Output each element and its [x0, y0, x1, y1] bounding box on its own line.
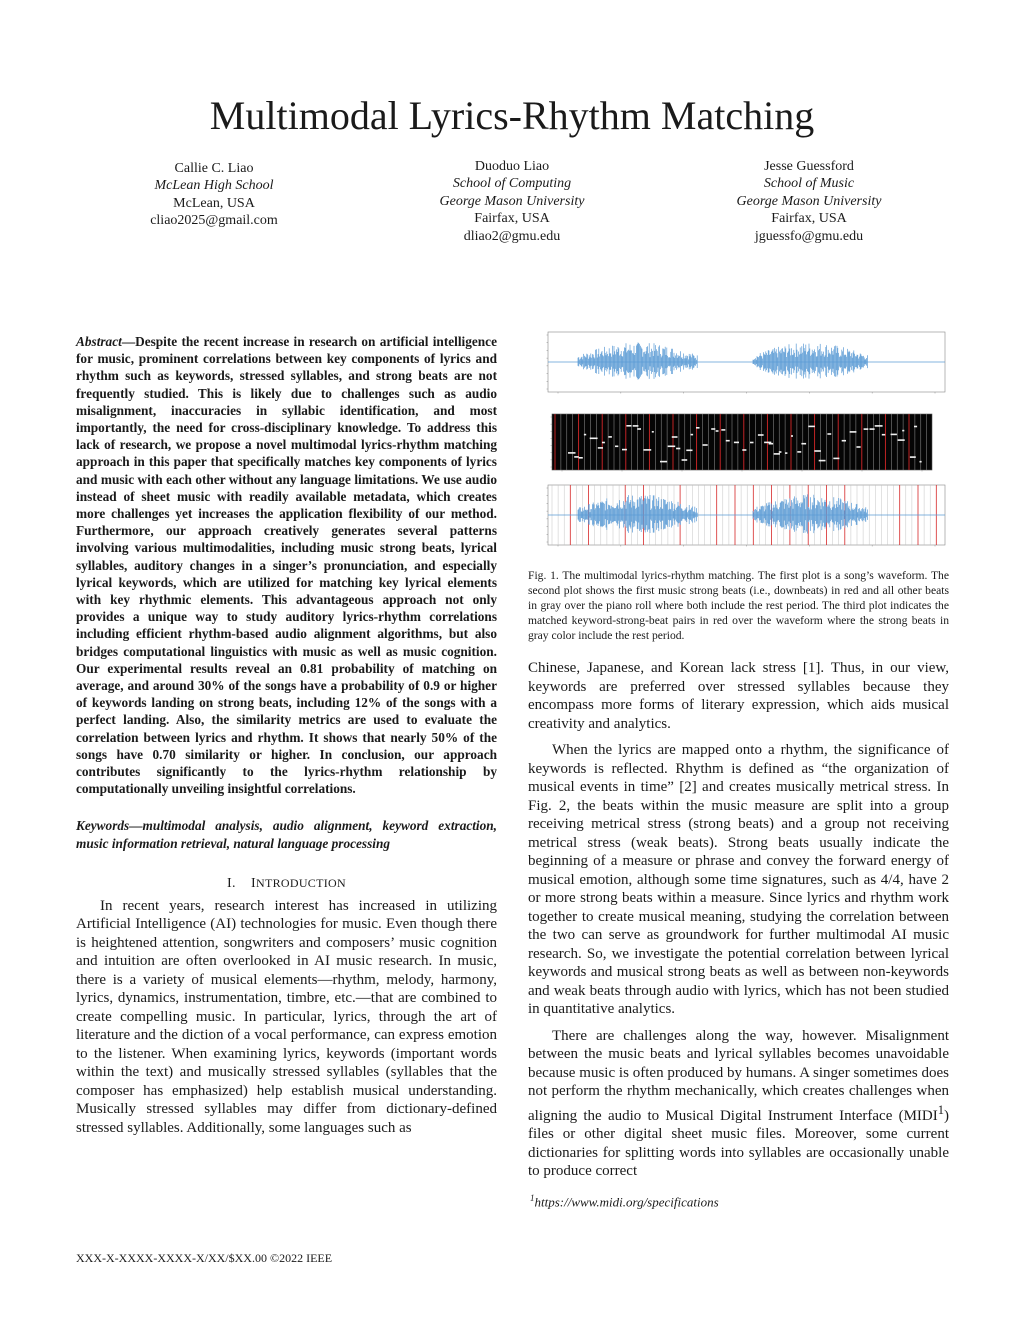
right-column: [528, 330, 949, 1210]
author-name: Duoduo Liao: [474, 159, 550, 174]
author-location: Fairfax, USA: [771, 211, 847, 227]
left-column: [76, 333, 497, 1137]
section-title-rest: NTRODUCTION: [255, 875, 346, 890]
paragraph-3-end: ) files or other digital sheet music files. Moreover, some current dictionaries for splitting words into syllables are occasionally unable to produce correct: [528, 1107, 949, 1179]
keywords: Keywords—multimodal analysis, audio alignment, keyword extraction, music information retrieval, natural language processing: [76, 818, 497, 851]
waveform-panel-3: [547, 485, 946, 547]
waveform-panel-1: [547, 332, 946, 394]
figure-caption: Fig. 1. The multimodal lyrics-rhythm matching. The first plot is a song’s waveform. The second plot shows the first music strong beats (i.e., downbeats) in red and all other beats in gray over the piano roll where both include the rest period. The third plot indicates the matched keyword-strong-beat pairs in red over the waveform where the strong beats in gray color include the rest period.: [528, 569, 949, 642]
author-email: cliao2025@gmail.com: [150, 213, 278, 229]
author-affiliation: McLean High School: [154, 178, 274, 194]
paragraph-3-start: There are challenges along the way, however. Misalignment between the music beats and lyrical syllables becomes unavoidable because music is often produced by humans. A singer sometimes does not perform the rhythm mechanically, which creates challenges when aligning the audio to Musical Digital Instrument Interface (MIDI: [528, 1027, 949, 1124]
author-location: McLean, USA: [173, 195, 255, 211]
paper-title: Multimodal Lyrics-Rhythm Matching: [209, 93, 815, 138]
paragraph-3: [528, 1027, 949, 1181]
footnote-link[interactable]: https://www.midi.org/specifications: [534, 1193, 719, 1209]
author-email: dliao2@gmu.edu: [463, 228, 561, 244]
author-affiliation: School of Computing: [452, 176, 572, 192]
abstract-text: —Despite the recent increase in research on artificial intelligence for music, prominent correlations between key components of lyrics and rhythm such as keywords, stressed syllables, and strong beats are not frequently studied. This is likely due to challenges such as audio misalignment, inaccuracies in syllabic identification, and most importantly, the need for cross-disciplinary knowledge. To address this lack of research, we propose a novel multimodal lyrics-rhythm matching approach in this paper that specifically matches key components of lyrics and music with each other without any language limitations. We use audio instead of sheet music with readily available metadata, which creates more challenges yet increases the application flexibility of our method. Furthermore, our approach creatively generates several patterns involving various multimodalities, including music strong beats, lyrical syllables, auditory changes in a singer’s pronunciation, and especially lyrical keywords, which are utilized for matching key lyrical elements with key rhythmic elements. This advantageous approach not only provides a unique way to study auditory lyrics-rhythm correlations including efficient rhythm-based audio alignment algorithms, but also bridges computational linguistics with music as well as music cognition. Our experimental results reveal an 0.81 probability of matching on average, and around 30% of the songs have a probability of 0.9 or higher of keywords landing on strong beats, including 12% of the songs with a perfect landing. Also, the similarity metrics are used to evaluate the correlation between lyrics and rhythm. It shows that nearly 50% of the songs have 0.70 similarity or higher. In conclusion, our approach contributes significantly to the lyrics-rhythm relationship by computationally unveiling insightful correlations.: [76, 334, 497, 797]
abstract-label: Abstract: [76, 334, 122, 349]
footnote: [528, 1193, 949, 1210]
author-affiliation-2: George Mason University: [736, 193, 882, 209]
author-email: jguessfo@gmu.edu: [754, 228, 864, 244]
figure-1: [528, 330, 949, 562]
author-name: Callie C. Liao: [174, 161, 254, 176]
piano-roll-panel: [551, 414, 933, 472]
section-number: I.: [227, 875, 236, 891]
paragraph-2: When the lyrics are mapped onto a rhythm, the significance of keywords is reflected. Rhythm is defined as “the organization of musical events in time” [2] and creates musically metrical stress. In Fig. 2, the beats within the music measure are split into a group receiving metrical stress (strong beats) and a group not receiving metrical stress (weak beats). Strong beats usually indicate the beginning of a measure or phrase and convey the forward energy of musical emotion, although some time signatures, such as 4/4, have 2 or more strong beats within a measure. Since lyrics and rhythm work together to create musical meaning, studying the correlation between the two can serve as groundwork for further multimodal AI music research. So, we investigate the potential correlation between lyrical keywords and musical strong beats as well as between non-keywords and weak beats through audio with lyrics, which has not been studied in quantitative analytics.: [528, 742, 949, 1017]
author-location: Fairfax, USA: [474, 211, 550, 227]
intro-paragraph: In recent years, research interest has increased in utilizing Artificial Intelligence (AI) technologies for music. Even though there is heightened attention, songwriters and composers’ music cognition and intuition are often overlooked in AI music research. In music, there is a variety of musical elements—rhythm, melody, harmony, lyrics, dynamics, instrumentation, timbre, etc.—that are combined to create compelling music. In particular, lyrics, through the art of literature and the diction of a vocal performance, can express emotion to the listener. When examining lyrics, keywords (important words within the text) and musically stressed syllables (syllables that the composer has emphasized) help establish musical understanding. Musically stressed syllables may differ from dictionary-defined stressed syllables. Additionally, some languages such as: [76, 897, 497, 1136]
author-block-2: [392, 158, 632, 245]
author-affiliation: School of Music: [763, 176, 855, 192]
author-affiliation-2: George Mason University: [439, 193, 585, 209]
author-name: Jesse Guessford: [764, 159, 854, 174]
footnote-mark: 1: [530, 1192, 535, 1203]
footnote-ref[interactable]: 1: [937, 1102, 944, 1117]
abstract: [76, 333, 497, 797]
section-title-initial: I: [251, 875, 256, 891]
author-block-1: [94, 160, 334, 230]
paragraph-1: Chinese, Japanese, and Korean lack stress [1]. Thus, in our view, keywords are preferred over stressed syllables because they encompass more forms of literary expression, which aids musical creativity and analytics.: [528, 660, 949, 732]
author-block-3: [689, 158, 929, 245]
section-heading-introduction: [76, 874, 497, 893]
copyright-notice: XXX-X-XXXX-XXXX-X/XX/$XX.00 ©2022 IEEE: [76, 1251, 333, 1265]
